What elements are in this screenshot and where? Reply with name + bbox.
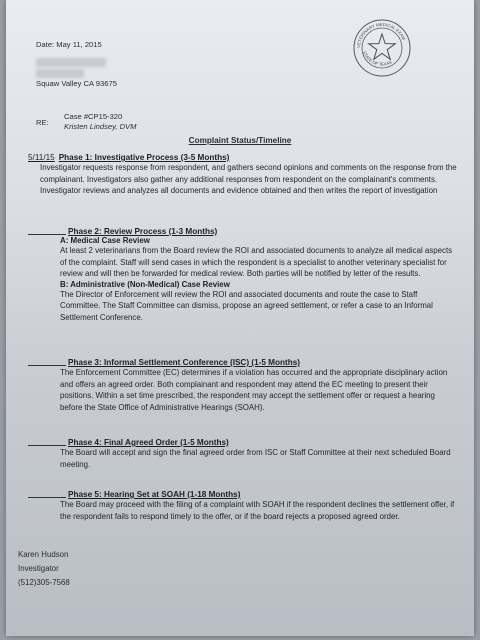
phase-3: [28, 358, 458, 413]
phase-2-text-b: The Director of Enforcement will review the ROI and associated documents and route the case to Staff Committee. The Staff Committee can dismiss, propose an agreed settlement, or refer a case to an Informal Settlement Conference.: [60, 289, 433, 322]
seal-text-bottom: STATE OF TEXAS: [362, 50, 393, 67]
respondent-name: Kristen Lindsey, DVM: [64, 122, 137, 131]
letter-page: [6, 0, 474, 636]
letter-title: Complaint Status/Timeline: [188, 136, 292, 145]
phase-5-text: The Board may proceed with the filing of a complaint with SOAH if the respondent declines the settlement offer, if the respondent fails to respond timely to the offer, or if the board rejects a proposed agreed order.: [60, 500, 455, 521]
re-label: RE:: [36, 118, 49, 127]
signature-name: Karen Hudson: [18, 550, 69, 559]
phase-2: [28, 227, 458, 324]
letter-date: Date: May 11, 2015: [36, 40, 102, 49]
phase-3-heading: Phase 3: Informal Settlement Conference (ISC) (1-5 Months): [68, 358, 301, 367]
case-number: Case #CP15-320: [64, 112, 123, 121]
phase-4-text: The Board will accept and sign the final agreed order from ISC or Staff Committee at their next scheduled Board meeting.: [60, 448, 451, 469]
phase-2-sub-b: B: Administrative (Non-Medical) Case Review: [60, 279, 230, 289]
phase-2-text-a: At least 2 veterinarians from the Board review the ROI and associated documents to analyze all medical aspects of the complaint. Staff will send cases in which the respondent is a specialist to another veterinary specialist for review and will then be forwarded for medical review. Both parties will be notified by letter of the results.: [60, 246, 453, 279]
phase-3-text: The Enforcement Committee (EC) determines if a violation has occurred and the appropriate disciplinary action and offers an agreed order. Both complainant and respondent may attend the EC meeting to present their positions. Within a set time prescribed, the respondent may accept the settlement offer or request a hearing before the State Office of Administrative Hearings (SOAH).: [60, 368, 448, 412]
phase-2-sub-a: A: Medical Case Review: [60, 236, 150, 245]
signature-role: Investigator: [18, 564, 59, 573]
redacted-name: [36, 58, 106, 67]
phase-2-heading: Phase 2: Review Process (1-3 Months): [68, 227, 218, 236]
signature-phone: (512)305-7568: [18, 578, 70, 587]
phase-1-date: 5/11/15: [28, 153, 55, 162]
seal-text-top: VETERINARY MEDICAL EXAM: [355, 21, 407, 49]
phase-1-text: Investigator requests response from respondent, and gathers second opinions and comments on the response from the complainant. Investigators also gather any additional responses from respondent on the complainant's comments. Investigator reviews and analyzes all documents and evidence obtained and then writes the report of investigation: [40, 163, 457, 196]
phase-4-heading: Phase 4: Final Agreed Order (1-5 Months): [68, 438, 229, 447]
phase-5: [28, 490, 458, 522]
phase-1-heading: Phase 1: Investigative Process (3-5 Months): [58, 153, 230, 162]
redacted-street: [36, 69, 84, 78]
phase-5-heading: Phase 5: Hearing Set at SOAH (1-18 Months): [68, 490, 241, 499]
signature-block: [18, 548, 70, 590]
phase-4: [28, 438, 458, 470]
address-city: Squaw Valley CA 93675: [36, 79, 117, 88]
state-seal-icon: [352, 18, 412, 78]
phase-1: [28, 153, 458, 197]
